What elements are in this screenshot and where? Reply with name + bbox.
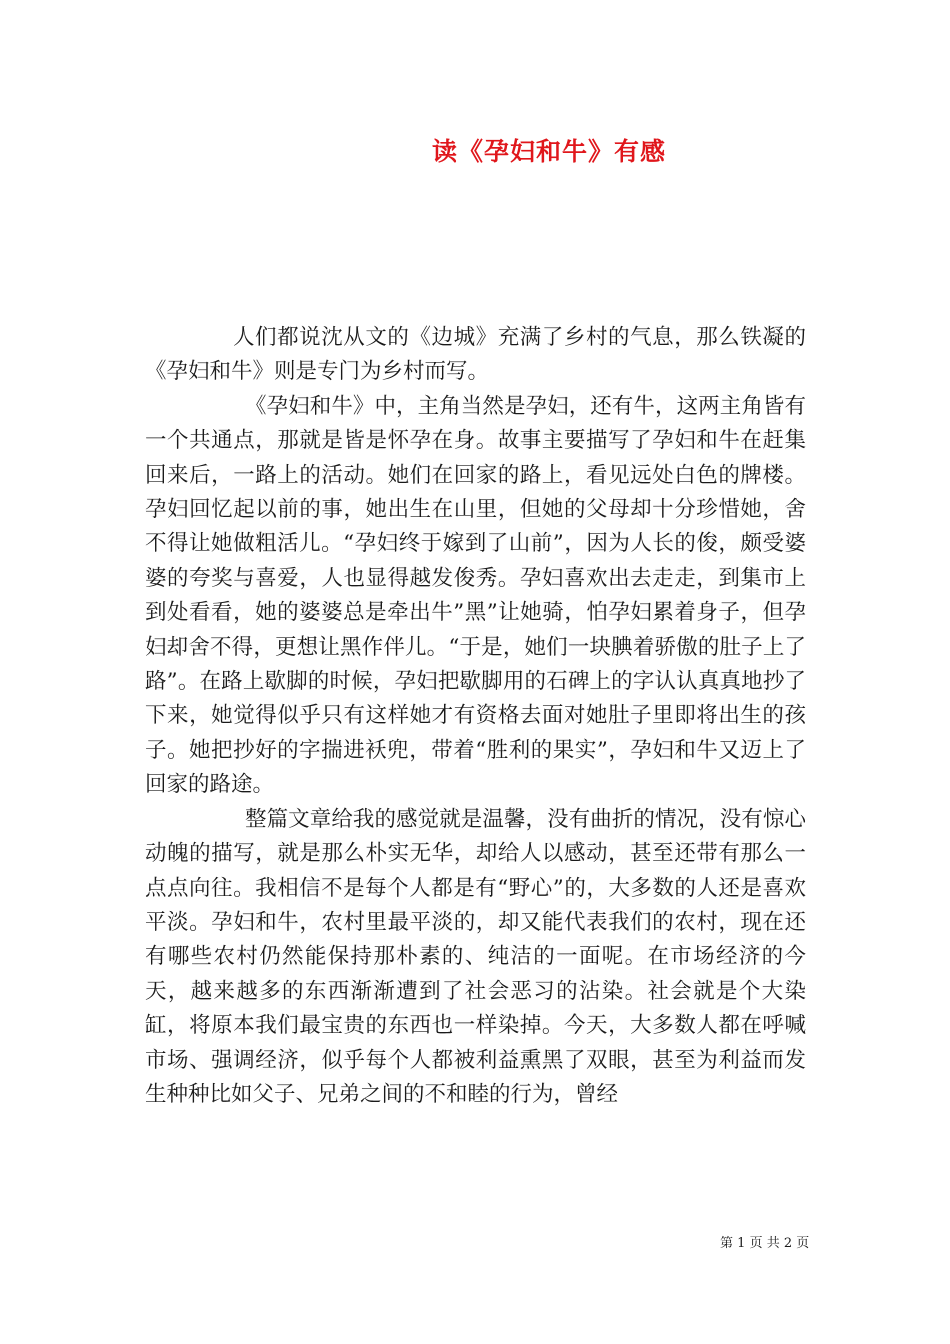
document-body xyxy=(145,321,806,1112)
paragraph-3: 整篇文章给我的感觉就是温馨，没有曲折的情况，没有惊心动魄的描写，就是那么朴实无华，却给人以感动，甚至还带有那么一点点向往。我相信不是每个人都是有“野心”的，大多数的人还是喜欢平淡。孕妇和牛，农村里最平淡的，却又能代表我们的农村，现在还有哪些农村仍然能保持那朴素的、纯洁的一面呢。在市场经济的今天，越来越多的东西渐渐遭到了社会恶习的沾染。社会就是个大染缸，将原本我们最宝贵的东西也一样染掉。今天，大多数人都在呼喊市场、强调经济，似乎每个人都被利益熏黑了双眼，甚至为利益而发生种种比如父子、兄弟之间的不和睦的行为，曾经 xyxy=(145,806,806,1107)
footer-prefix: 第 xyxy=(720,1236,734,1251)
paragraph-2: 《孕妇和牛》中，主角当然是孕妇，还有牛，这两主角皆有一个共通点，那就是皆是怀孕在身。故事主要描写了孕妇和牛在赶集回来后，一路上的活动。她们在回家的路上，看见远处白色的牌楼。孕妇回忆起以前的事，她出生在山里，但她的父母却十分珍惜她，舍不得让她做粗活儿。“孕妇终于嫁到了山前”，因为人长的俊，颇受婆婆的夸奖与喜爱，人也显得越发俊秀。孕妇喜欢出去走走，到集市上到处看看，她的婆婆总是牵出牛”黑”让她骑，怕孕妇累着身子，但孕妇却舍不得，更想让黑作伴儿。“于是，她们一块腆着骄傲的肚子上了路”。在路上歇脚的时候，孕妇把歇脚用的石碑上的字认认真真地抄了下来，她觉得似乎只有这样她才有资格去面对她肚子里即将出生的孩子。她把抄好的字揣进袄兜，带着“胜利的果实”，孕妇和牛又迈上了回家的路途。 xyxy=(145,393,806,798)
document-title: 读《孕妇和牛》有感 xyxy=(431,137,666,166)
page-footer xyxy=(720,1232,809,1251)
footer-page-number: 1 xyxy=(737,1236,746,1251)
footer-suffix: 页 xyxy=(796,1236,810,1251)
footer-total-pages: 2 xyxy=(783,1236,793,1251)
footer-middle: 页 共 xyxy=(749,1236,780,1251)
paragraph-1: 人们都说沈从文的《边城》充满了乡村的气息，那么铁凝的《孕妇和牛》则是专门为乡村而写。 xyxy=(145,325,806,385)
